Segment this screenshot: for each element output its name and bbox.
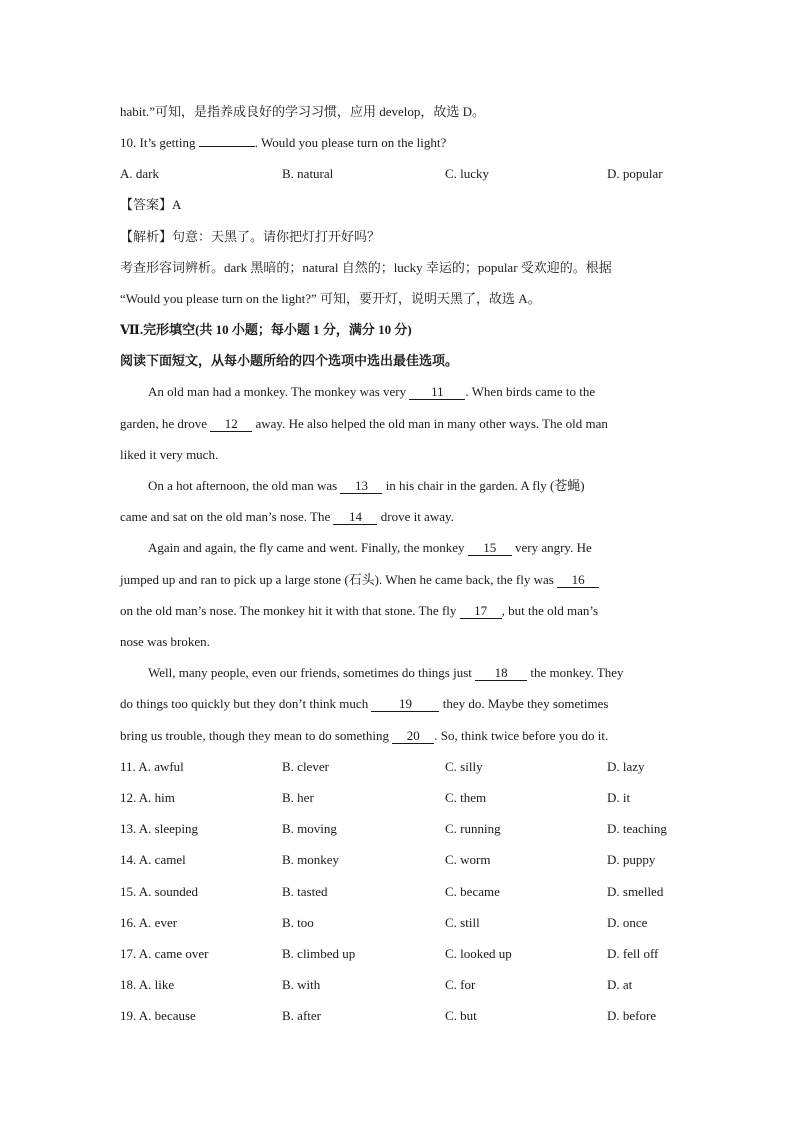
question-10-options: [120, 165, 680, 183]
option-d: D. popular: [607, 166, 663, 181]
passage-text: , but the old man’s: [501, 603, 599, 618]
analysis-line-3: “Would you please turn on the light?” 可知，要开灯，说明天黑了，故选 A。: [120, 291, 541, 306]
passage-text: came and sat on the old man’s nose. The: [120, 509, 331, 524]
blank-16: 16: [557, 572, 599, 588]
option-b: B. too: [282, 915, 314, 930]
blank-11: 11: [409, 384, 465, 400]
analysis-line-1: 【解析】句意：天黑了。请你把灯打开好吗？: [120, 229, 381, 244]
option-a: 14. A. camel: [120, 852, 186, 867]
option-d: D. teaching: [607, 821, 667, 836]
option-b: B. with: [282, 977, 321, 992]
passage-line: [120, 571, 599, 589]
passage-text: garden, he drove: [120, 416, 207, 431]
options-row-17: [120, 945, 680, 963]
option-a: A. dark: [120, 166, 159, 181]
option-c: C. for: [445, 977, 476, 992]
passage-line: [120, 695, 608, 713]
passage-text: drove it away.: [380, 509, 454, 524]
options-row-12: [120, 789, 680, 807]
passage-line: [148, 539, 592, 557]
option-b: B. her: [282, 790, 314, 805]
options-row-19: [120, 1007, 680, 1025]
passage-line: liked it very much.: [120, 447, 219, 462]
option-a: 12. A. him: [120, 790, 175, 805]
blank-15: 15: [468, 540, 512, 556]
question-10: [120, 134, 446, 152]
option-d: D. lazy: [607, 759, 645, 774]
analysis-continuation: habit.”可知，是指养成良好的学习习惯，应用 develop，故选 D。: [120, 104, 486, 119]
passage-line: [148, 477, 585, 495]
section-instruction: 阅读下面短文，从每小题所给的四个选项中选出最佳选项。: [120, 353, 459, 368]
option-c: C. worm: [445, 852, 491, 867]
passage-line: [120, 727, 608, 745]
option-c: C. lucky: [445, 166, 490, 181]
options-row-13: [120, 820, 680, 838]
options-row-15: [120, 883, 680, 901]
option-c: C. running: [445, 821, 501, 836]
question-10-suffix: . Would you please turn on the light?: [254, 135, 447, 150]
option-a: 15. A. sounded: [120, 884, 198, 899]
passage-text: the monkey. They: [530, 665, 624, 680]
option-a: 17. A. came over: [120, 946, 209, 961]
option-d: D. before: [607, 1008, 657, 1023]
option-b: B. moving: [282, 821, 337, 836]
passage-text: Again and again, the fly came and went. Finally, the monkey: [148, 540, 465, 555]
passage-line: [120, 508, 454, 526]
passage-text: in his chair in the garden. A fly (苍蝇): [385, 478, 585, 493]
passage-line: [120, 602, 598, 620]
question-10-blank: [199, 146, 255, 147]
passage-text: On a hot afternoon, the old man was: [148, 478, 338, 493]
passage-text: on the old man’s nose. The monkey hit it with that stone. The fly: [120, 603, 457, 618]
passage-line: [148, 383, 595, 401]
options-row-18: [120, 976, 680, 994]
passage-text: away. He also helped the old man in many other ways. The old man: [255, 416, 608, 431]
passage-text: . When birds came to the: [465, 384, 596, 399]
option-c: C. silly: [445, 759, 483, 774]
option-a: 13. A. sleeping: [120, 821, 198, 836]
blank-14: 14: [333, 509, 377, 525]
option-a: 11. A. awful: [120, 759, 184, 774]
blank-19: 19: [371, 696, 439, 712]
blank-20: 20: [392, 728, 434, 744]
section-title: Ⅶ.完形填空(共 10 小题；每小题 1 分，满分 10 分): [120, 322, 412, 337]
option-c: C. them: [445, 790, 487, 805]
option-b: B. climbed up: [282, 946, 356, 961]
option-d: D. it: [607, 790, 631, 805]
passage-line: [148, 664, 624, 682]
option-a: 16. A. ever: [120, 915, 178, 930]
option-b: B. tasted: [282, 884, 328, 899]
option-b: B. natural: [282, 166, 334, 181]
option-d: D. once: [607, 915, 648, 930]
blank-13: 13: [340, 478, 382, 494]
option-c: C. still: [445, 915, 480, 930]
option-b: B. monkey: [282, 852, 340, 867]
passage-text: . So, think twice before you do it.: [434, 728, 609, 743]
option-c: C. became: [445, 884, 500, 899]
passage-line: nose was broken.: [120, 634, 210, 649]
option-c: C. looked up: [445, 946, 512, 961]
option-c: C. but: [445, 1008, 477, 1023]
passage-text: do things too quickly but they don’t think much: [120, 696, 369, 711]
options-row-11: [120, 758, 680, 776]
option-d: D. fell off: [607, 946, 659, 961]
blank-18: 18: [475, 665, 527, 681]
analysis-line-2: 考查形容词辨析。dark 黑暗的；natural 自然的；lucky 幸运的；popular 受欢迎的。根据: [120, 260, 612, 275]
option-b: B. clever: [282, 759, 329, 774]
answer-label: 【答案】A: [120, 197, 182, 212]
option-a: 19. A. because: [120, 1008, 196, 1023]
option-d: D. puppy: [607, 852, 656, 867]
passage-text: bring us trouble, though they mean to do something: [120, 728, 389, 743]
options-row-14: [120, 851, 680, 869]
option-d: D. at: [607, 977, 633, 992]
passage-text: An old man had a monkey. The monkey was very: [148, 384, 407, 399]
passage-text: jumped up and ran to pick up a large stone (石头). When he came back, the fly was: [120, 572, 554, 587]
option-b: B. after: [282, 1008, 321, 1023]
passage-text: very angry. He: [514, 540, 592, 555]
passage-text: they do. Maybe they sometimes: [442, 696, 609, 711]
question-10-prefix: 10. It’s getting: [120, 135, 196, 150]
options-row-16: [120, 914, 680, 932]
option-a: 18. A. like: [120, 977, 175, 992]
blank-17: 17: [460, 603, 502, 619]
blank-12: 12: [210, 416, 252, 432]
option-d: D. smelled: [607, 884, 664, 899]
passage-text: Well, many people, even our friends, sometimes do things just: [148, 665, 472, 680]
passage-line: [120, 415, 608, 433]
